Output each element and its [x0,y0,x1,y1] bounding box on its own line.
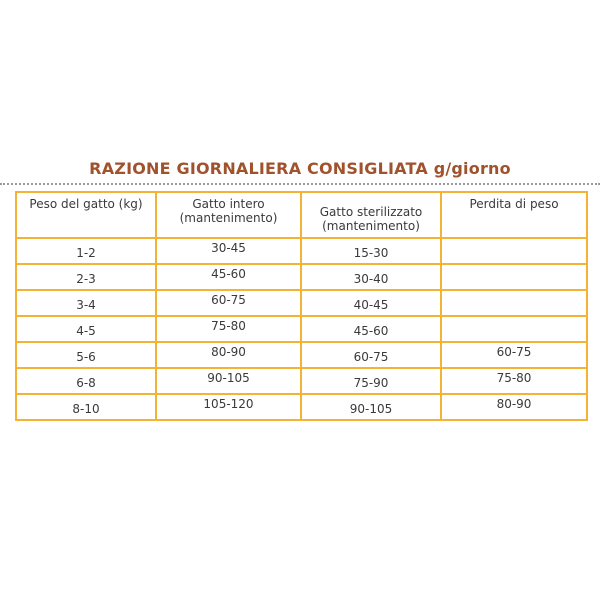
cell-sterilized: 90-105 [301,394,441,420]
table-row [16,264,587,290]
cell-weight-loss: 80-90 [441,394,587,420]
cell-weight-loss [441,316,587,342]
header-intact-cat: Gatto intero (mantenimento) [156,192,301,238]
cell-sterilized: 40-45 [301,290,441,316]
table-row [16,316,587,342]
cell-weight: 8-10 [16,394,156,420]
cell-weight: 6-8 [16,368,156,394]
cell-weight: 4-5 [16,316,156,342]
cell-sterilized: 30-40 [301,264,441,290]
cell-intact: 75-80 [156,316,301,342]
cell-weight-loss: 60-75 [441,342,587,368]
table-row [16,368,587,394]
header-sterilized-cat: Gatto sterilizzato (mantenimento) [301,192,441,238]
cell-intact: 30-45 [156,238,301,264]
page-title: RAZIONE GIORNALIERA CONSIGLIATA g/giorno [89,159,511,178]
cell-weight-loss [441,264,587,290]
cell-weight: 3-4 [16,290,156,316]
header-weight-loss: Perdita di peso [441,192,587,238]
table-row [16,394,587,420]
table-row [16,342,587,368]
cell-sterilized: 45-60 [301,316,441,342]
cell-weight-loss [441,290,587,316]
dotted-divider [0,183,600,185]
cell-weight-loss [441,238,587,264]
cell-intact: 90-105 [156,368,301,394]
cell-intact: 45-60 [156,264,301,290]
table-row [16,290,587,316]
table-header-row [16,192,587,238]
cell-sterilized: 60-75 [301,342,441,368]
cell-intact: 80-90 [156,342,301,368]
cell-weight: 5-6 [16,342,156,368]
table-row [16,238,587,264]
cell-sterilized: 75-90 [301,368,441,394]
header-cat-weight: Peso del gatto (kg) [16,192,156,238]
ration-table [15,191,588,421]
cell-weight-loss: 75-80 [441,368,587,394]
cell-intact: 105-120 [156,394,301,420]
cell-sterilized: 15-30 [301,238,441,264]
cell-weight: 2-3 [16,264,156,290]
cell-weight: 1-2 [16,238,156,264]
cell-intact: 60-75 [156,290,301,316]
